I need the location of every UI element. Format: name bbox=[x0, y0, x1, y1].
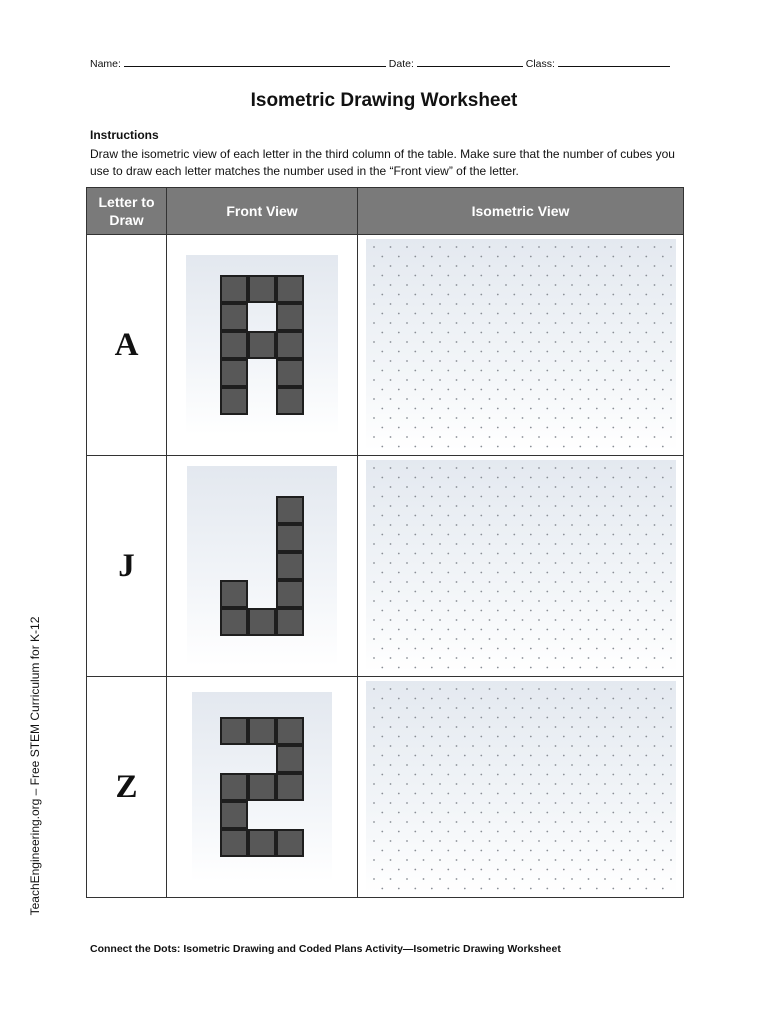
cube-block bbox=[276, 524, 304, 552]
cube-block bbox=[276, 496, 304, 524]
header-front-view: Front View bbox=[167, 188, 358, 235]
name-field[interactable] bbox=[124, 57, 386, 67]
letter-z: Z bbox=[87, 677, 167, 898]
cube-block bbox=[248, 829, 276, 857]
worksheet-table bbox=[86, 187, 684, 898]
date-label: Date: bbox=[388, 58, 414, 70]
cube-block bbox=[276, 303, 304, 331]
footer-text: Connect the Dots: Isometric Drawing and Coded Plans Activity—Isometric Drawing Worksheet bbox=[90, 943, 561, 955]
front-view-cell bbox=[167, 456, 358, 677]
cube-block bbox=[220, 359, 248, 387]
cube-block bbox=[276, 773, 304, 801]
cube-block bbox=[220, 801, 248, 829]
cube-block bbox=[276, 552, 304, 580]
cube-block bbox=[276, 331, 304, 359]
header-letter-to-draw: Letter to Draw bbox=[87, 188, 167, 235]
header-isometric-view: Isometric View bbox=[358, 188, 684, 235]
isometric-dot-grid-z[interactable] bbox=[358, 677, 684, 898]
cube-block bbox=[276, 275, 304, 303]
side-credit-text: TeachEngineering.org – Free STEM Curriculum for K-12 bbox=[28, 616, 42, 916]
cube-block bbox=[248, 717, 276, 745]
cube-block bbox=[248, 275, 276, 303]
cube-block bbox=[220, 331, 248, 359]
instructions-text: Draw the isometric view of each letter in the third column of the table. Make sure that the number of cubes you use to draw each letter matches the number used in the “Front view” of the letter. bbox=[90, 147, 675, 178]
cube-block bbox=[248, 773, 276, 801]
front-view-j bbox=[187, 466, 337, 666]
cube-block bbox=[276, 608, 304, 636]
front-view-cell bbox=[167, 677, 358, 898]
cube-block bbox=[220, 608, 248, 636]
cube-block bbox=[248, 331, 276, 359]
letter-j: J bbox=[87, 456, 167, 677]
cube-block bbox=[276, 745, 304, 773]
cube-block bbox=[276, 717, 304, 745]
cube-block bbox=[220, 580, 248, 608]
date-field[interactable] bbox=[417, 57, 523, 67]
table-row bbox=[87, 456, 684, 677]
cube-block bbox=[220, 773, 248, 801]
cube-block bbox=[276, 829, 304, 857]
cube-block bbox=[220, 829, 248, 857]
front-view-a bbox=[186, 255, 338, 435]
table-row bbox=[87, 677, 684, 898]
cube-block bbox=[220, 303, 248, 331]
letter-a: A bbox=[87, 235, 167, 456]
page-title: Isometric Drawing Worksheet bbox=[250, 90, 518, 111]
table-row bbox=[87, 235, 684, 456]
isometric-dot-grid-a[interactable] bbox=[358, 235, 684, 456]
front-view-cell bbox=[167, 235, 358, 456]
cube-block bbox=[276, 359, 304, 387]
name-label: Name: bbox=[90, 58, 121, 70]
header-fields bbox=[90, 57, 680, 70]
class-label: Class: bbox=[525, 58, 555, 70]
cube-block bbox=[220, 717, 248, 745]
cube-block bbox=[220, 387, 248, 415]
isometric-dot-grid-j[interactable] bbox=[358, 456, 684, 677]
table-header-row bbox=[87, 188, 684, 235]
cube-block bbox=[276, 387, 304, 415]
cube-block bbox=[248, 608, 276, 636]
cube-block bbox=[220, 275, 248, 303]
cube-block bbox=[276, 580, 304, 608]
front-view-z bbox=[192, 692, 332, 882]
class-field[interactable] bbox=[558, 57, 670, 67]
instructions-heading: Instructions bbox=[90, 128, 159, 142]
